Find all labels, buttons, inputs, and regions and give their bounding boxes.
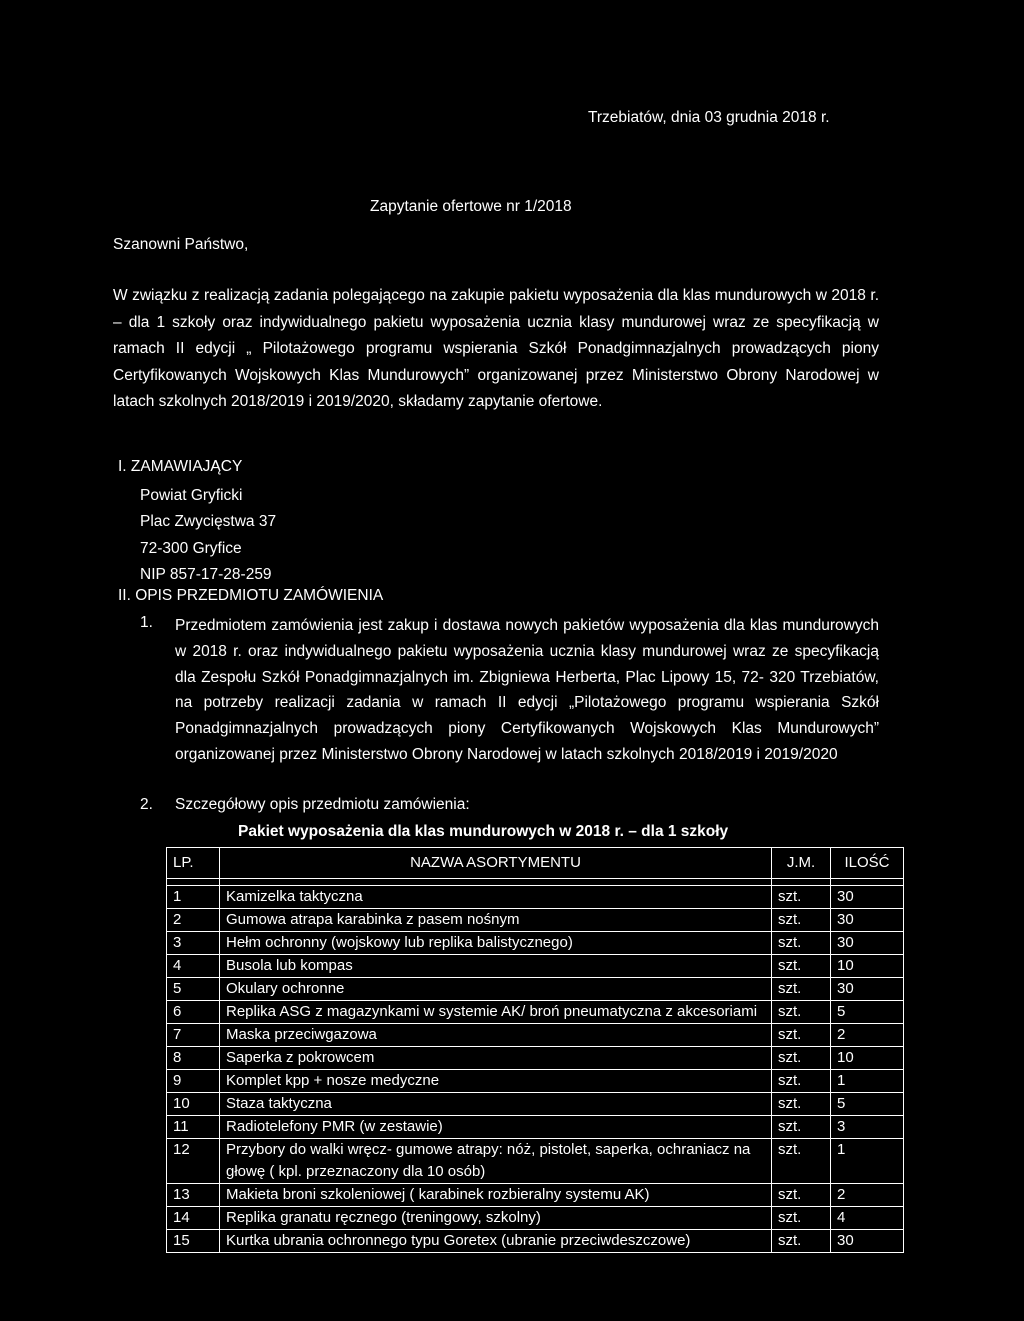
cell-lp: 10 [167,1093,220,1116]
table-row [167,1207,904,1230]
header-lp: LP. [167,848,220,879]
cell-lp: 4 [167,955,220,978]
cell-lp: 14 [167,1207,220,1230]
cell-qty: 5 [831,1001,904,1024]
address-line: Powiat Gryficki [140,487,243,504]
cell-name: Staza taktyczna [220,1093,772,1116]
cell-qty: 30 [831,1230,904,1253]
cell-name: Okulary ochronne [220,978,772,1001]
equipment-table [166,847,904,1253]
intro-paragraph: W związku z realizacją zadania polegającego na zakupie pakietu wyposażenia dla klas mundurowych w 2018 r. – dla 1 szkoły oraz indywidualnego pakietu wyposażenia ucznia klasy mundurowej wraz ze specyfikacją w ramach II edycji „ Pilotażowego programu wspierania Szkół Ponadgimnazjalnych prowadzących piony Certyfikowanych Wojskowych Klas Mundurowych” organizowanej przez Ministerstwo Obrony Narodowej w latach szkolnych 2018/2019 i 2019/2020, składamy zapytanie ofertowe. [113,287,879,410]
order-item-1 [140,613,879,768]
cell-qty: 1 [831,1070,904,1093]
cell-qty: 10 [831,1047,904,1070]
cell-unit: szt. [772,886,831,909]
cell-unit: szt. [772,1093,831,1116]
table-row [167,1024,904,1047]
table-row [167,909,904,932]
cell-unit: szt. [772,1024,831,1047]
cell-qty: 3 [831,1116,904,1139]
address-line: Plac Zwycięstwa 37 [140,513,277,531]
table-row [167,1184,904,1207]
table-row [167,932,904,955]
cell-name: Saperka z pokrowcem [220,1047,772,1070]
cell-unit: szt. [772,932,831,955]
cell-lp: 13 [167,1184,220,1207]
cell-unit: szt. [772,1047,831,1070]
cell-qty: 30 [831,978,904,1001]
cell-name: Maska przeciwgazowa [220,1024,772,1047]
cell-qty: 2 [831,1024,904,1047]
table-title: Pakiet wyposażenia dla klas mundurowych w 2018 r. – dla 1 szkoły [238,823,729,840]
item-number: 1. [140,614,153,631]
cell-name: Replika granatu ręcznego (treningowy, szkolny) [220,1207,772,1230]
order-item-2 [140,795,470,815]
table-row [167,978,904,1001]
header-unit: J.M. [772,848,831,879]
cell-qty: 30 [831,886,904,909]
ordering-party-address [140,483,276,588]
table-row [167,1230,904,1253]
cell-name: Komplet kpp + nosze medyczne [220,1070,772,1093]
cell-name: Hełm ochronny (wojskowy lub replika balistycznego) [220,932,772,955]
table-row [167,1093,904,1116]
header-name: NAZWA ASORTYMENTU [220,848,772,879]
greeting: Szanowni Państwo, [113,236,249,253]
cell-lp: 3 [167,932,220,955]
table-row [167,1116,904,1139]
cell-lp: 9 [167,1070,220,1093]
cell-name: Makieta broni szkoleniowej ( karabinek rozbieralny systemu AK) [220,1184,772,1207]
cell-lp: 6 [167,1001,220,1024]
cell-unit: szt. [772,955,831,978]
table-row [167,886,904,909]
item-number: 2. [140,796,153,813]
address-line: 72-300 Gryfice [140,539,242,557]
cell-unit: szt. [772,909,831,932]
table-header-row [167,848,904,879]
cell-name: Gumowa atrapa karabinka z pasem nośnym [220,909,772,932]
cell-name: Radiotelefony PMR (w zestawie) [220,1116,772,1139]
cell-name: Replika ASG z magazynkami w systemie AK/ broń pneumatyczna z akcesoriami [220,1001,772,1024]
cell-lp: 12 [167,1139,220,1184]
cell-unit: szt. [772,1207,831,1230]
document-date: Trzebiatów, dnia 03 grudnia 2018 r. [588,109,830,126]
cell-qty: 5 [831,1093,904,1116]
cell-unit: szt. [772,978,831,1001]
document-title: Zapytanie ofertowe nr 1/2018 [370,198,572,215]
header-qty: ILOŚĆ [831,848,904,879]
cell-lp: 2 [167,909,220,932]
item-text: Przedmiotem zamówienia jest zakup i dostawa nowych pakietów wyposażenia dla klas mundurowych w 2018 r. oraz indywidualnego pakietu wyposażenia ucznia klasy mundurowej wraz ze specyfikacją dla Zespołu Szkół Ponadgimnazjalnych im. Zbigniewa Herberta, Plac Lipowy 15, 72- 320 Trzebiatów, na potrzeby realizacji zadania w ramach II edycji „Pilotażowego programu wspierania Szkół Ponadgimnazjalnych prowadzących piony Certyfikowanych Wojskowych Klas Mundurowych” organizowanej przez Ministerstwo Obrony Narodowej w latach szkolnych 2018/2019 i 2019/2020 [175,617,879,763]
table-spacer-row [167,879,904,886]
item-text: Szczegółowy opis przedmiotu zamówienia: [175,796,470,813]
section-heading-order-description: II. OPIS PRZEDMIOTU ZAMÓWIENIA [118,587,384,604]
cell-qty: 2 [831,1184,904,1207]
cell-unit: szt. [772,1230,831,1253]
cell-lp: 1 [167,886,220,909]
cell-lp: 5 [167,978,220,1001]
cell-qty: 30 [831,932,904,955]
cell-name: Przybory do walki wręcz- gumowe atrapy: nóż, pistolet, saperka, ochraniacz na głowę ( kpl. przeznaczony dla 10 osób) [220,1139,772,1184]
cell-name: Kurtka ubrania ochronnego typu Goretex (ubranie przeciwdeszczowe) [220,1230,772,1253]
cell-lp: 11 [167,1116,220,1139]
cell-lp: 8 [167,1047,220,1070]
cell-unit: szt. [772,1184,831,1207]
cell-lp: 15 [167,1230,220,1253]
cell-qty: 30 [831,909,904,932]
cell-qty: 10 [831,955,904,978]
cell-qty: 4 [831,1207,904,1230]
section-heading-ordering-party: I. ZAMAWIAJĄCY [118,458,243,475]
table-row [167,955,904,978]
table-row [167,1070,904,1093]
table-row [167,1139,904,1184]
cell-unit: szt. [772,1116,831,1139]
table-row [167,1001,904,1024]
cell-name: Busola lub kompas [220,955,772,978]
cell-qty: 1 [831,1139,904,1184]
address-line: NIP 857-17-28-259 [140,565,272,583]
table-row [167,1047,904,1070]
cell-unit: szt. [772,1139,831,1184]
cell-name: Kamizelka taktyczna [220,886,772,909]
cell-unit: szt. [772,1070,831,1093]
cell-unit: szt. [772,1001,831,1024]
cell-lp: 7 [167,1024,220,1047]
